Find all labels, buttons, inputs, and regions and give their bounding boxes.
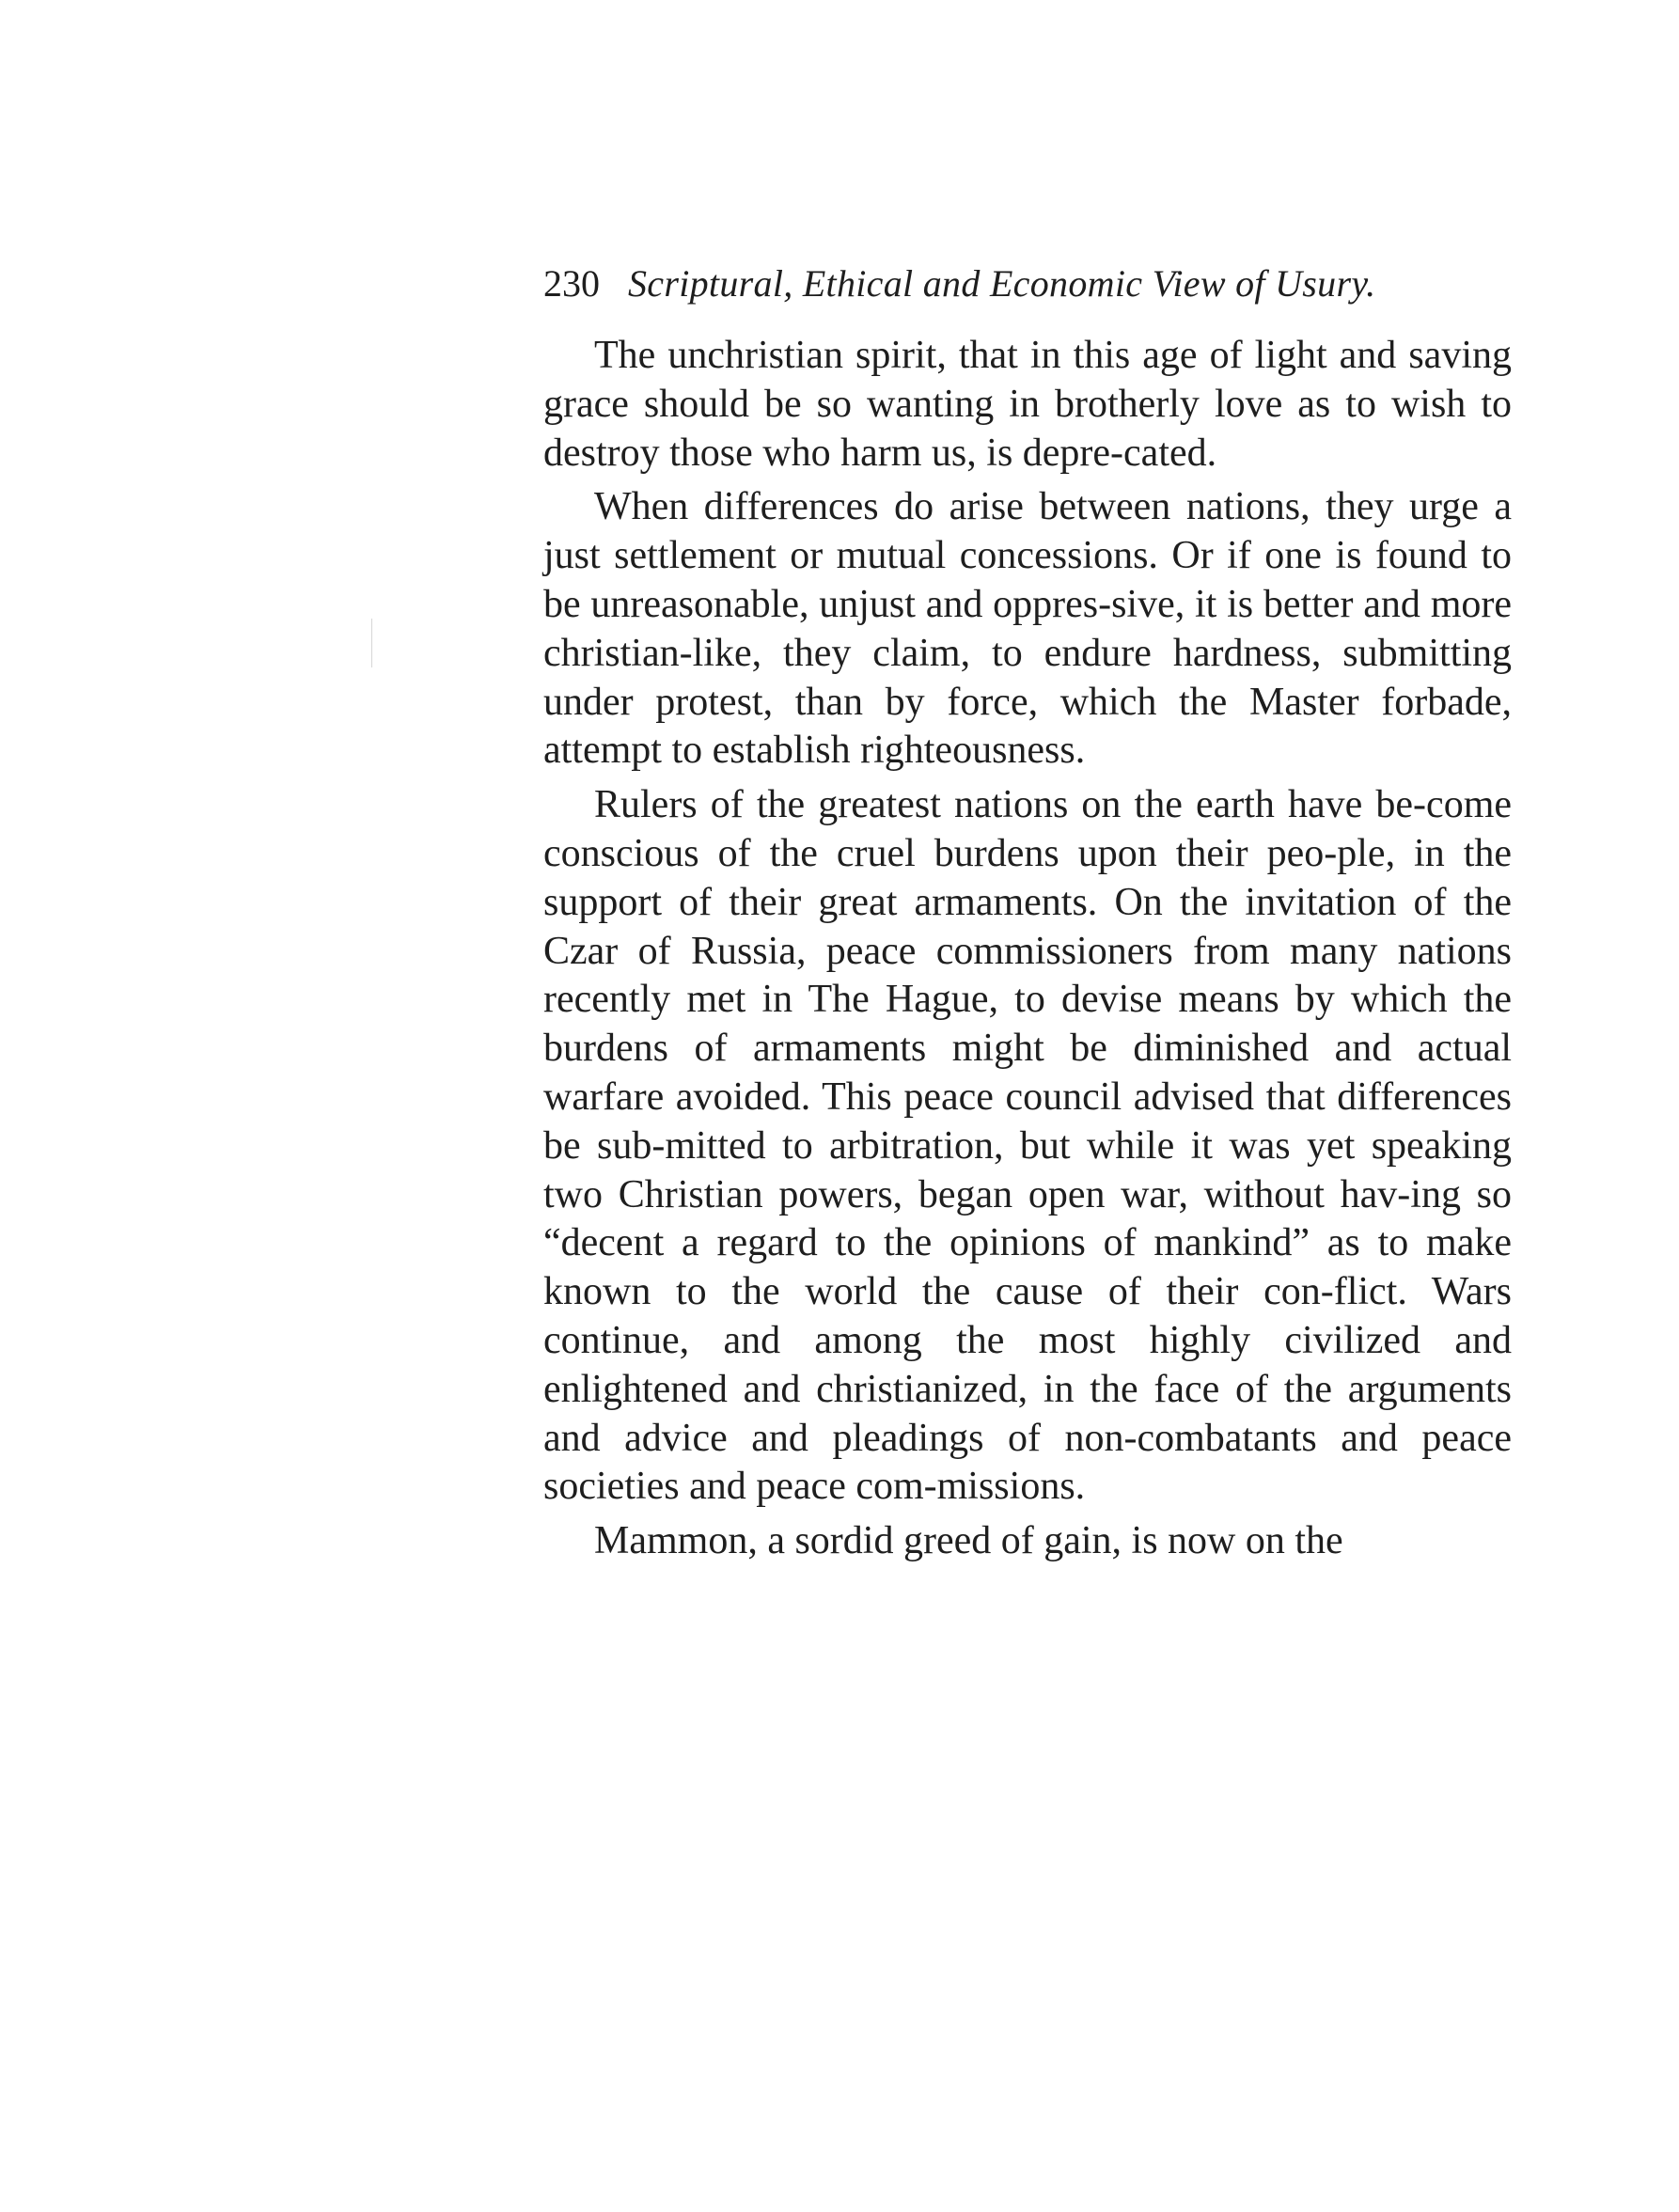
page-number: 230 [543,262,600,305]
paragraph-differences-between-nations: When differences do arise between nations, they urge a just settlement or mutual concessions. Or if one is found to be unreasonable, unjust and oppres-sive, it is better and more christian-like, they claim, to endure hardness, submitting under protest, than by force, which the Master forbade, attempt to establish righteousness. [543,485,1512,773]
paragraph-unchristian-spirit: The unchristian spirit, that in this age of light and saving grace should be so wanting in brotherly love as to wish to destroy those who harm us, is depre-cated. [543,334,1512,475]
paragraph-rulers-of-nations: Rulers of the greatest nations on the earth have be-come conscious of the cruel burdens upon their peo-ple, in the support of their great armaments. On the invitation of the Czar of Russia, peace commissioners from many nations recently met in The Hague, to devise means by which the burdens of armaments might be diminished and actual warfare avoided. This peace council advised that differences be sub-mitted to arbitration, but while it was yet speaking two Christian powers, began open war, without hav-ing so “decent a regard to the opinions of mankind” as to make known to the world the cause of their con-flict. Wars continue, and among the most highly civilized and enlightened and christianized, in the face of the arguments and advice and pleadings of non-combatants and peace societies and peace com-missions. [543,783,1512,1509]
body-text [543,332,1512,1572]
running-head [543,256,1515,312]
scan-margin-mark [371,619,372,667]
paragraph-mammon: Mammon, a sordid greed of gain, is now on the [594,1519,1343,1563]
running-title: Scriptural, Ethical and Economic View of Usury. [628,262,1376,305]
